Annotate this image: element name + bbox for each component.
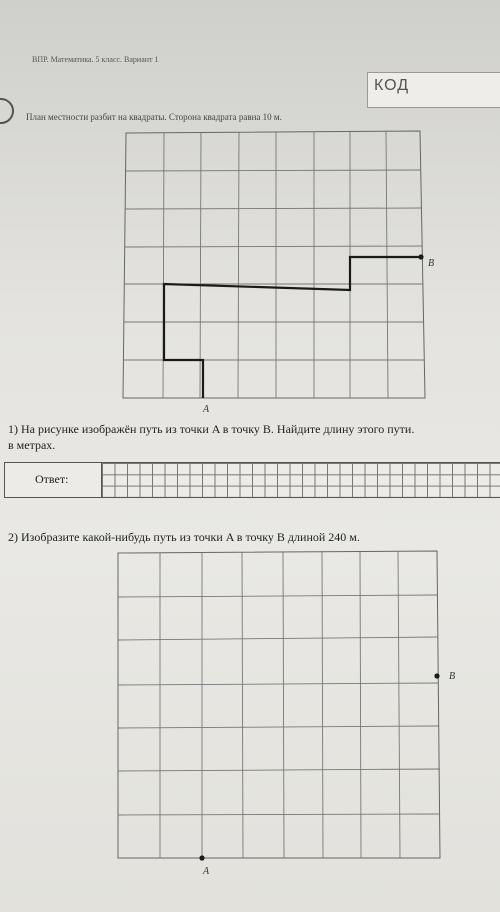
grid-1-point-b-marker	[418, 254, 423, 259]
answer-field[interactable]	[102, 463, 500, 497]
answer-label: Ответ:	[35, 472, 69, 486]
task-1-question-line-2: в метрах.	[8, 438, 56, 452]
grid-1	[123, 131, 434, 415]
grid-1-point-a-label: A	[203, 404, 210, 415]
grid-2-point-b-label: B	[449, 671, 456, 682]
answer-row	[4, 462, 500, 498]
task-1-question-line-1: 1) На рисунке изображён путь из точки A в точку B. Найдите длину этого пути.	[8, 422, 415, 436]
grid-2-horizontals	[118, 595, 440, 815]
task-2-question: 2) Изобразите какой-нибудь путь из точки A в точку B длиной 240 м.	[8, 530, 360, 544]
grid-2-point-a-label: A	[203, 866, 210, 877]
task-1-question	[8, 421, 500, 453]
grid-2-point-b-marker	[434, 673, 439, 678]
code-label: КОД	[374, 77, 410, 94]
grid-1-horizontals	[123, 170, 424, 360]
grid-2-verticals	[160, 551, 400, 858]
path-a-to-b	[164, 257, 421, 398]
task-intro: План местности разбит на квадраты. Сторона квадрата равна 10 м.	[26, 112, 282, 122]
grid-2	[118, 551, 455, 877]
grid-1-point-b-label: B	[428, 258, 435, 269]
page-header: ВПР. Математика. 5 класс. Вариант 1	[32, 55, 159, 64]
grid-2-point-a-marker	[199, 855, 204, 860]
